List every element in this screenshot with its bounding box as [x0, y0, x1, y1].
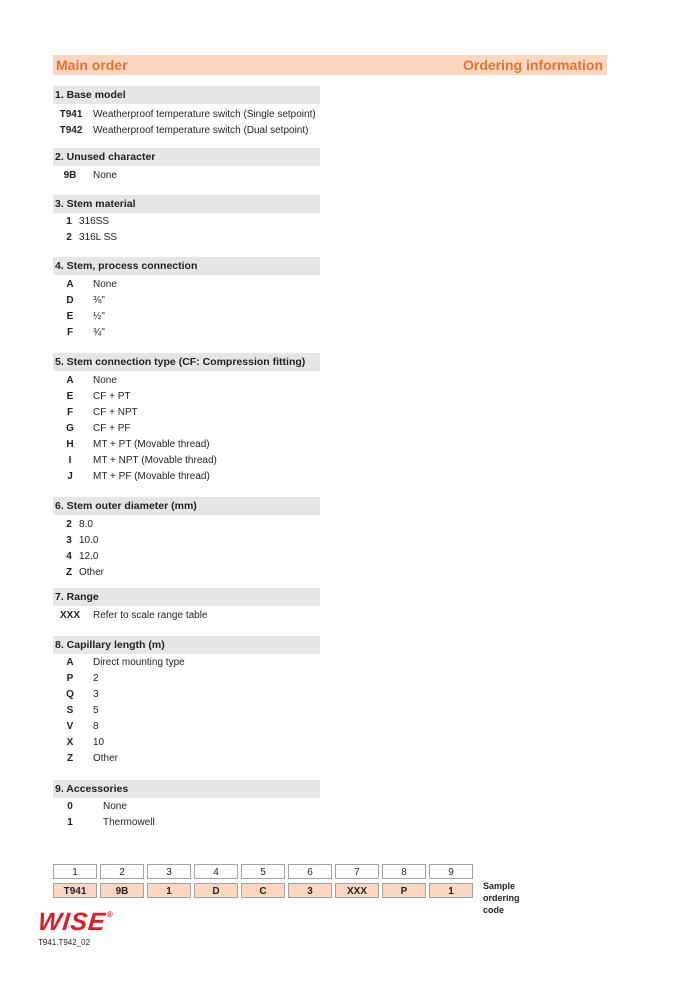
list-item — [53, 799, 320, 815]
section-title: 9. Accessories — [53, 780, 320, 798]
option-description: CF + PT — [93, 391, 131, 402]
value-cell: C — [241, 883, 285, 898]
list-item — [53, 325, 320, 341]
list-item — [53, 815, 320, 831]
option-code: 3 — [66, 535, 72, 546]
option-code: E — [66, 391, 74, 402]
list-item — [53, 437, 320, 453]
option-description: Other — [79, 567, 105, 578]
list-item — [53, 655, 320, 671]
option-description: Weatherproof temperature switch (Single setpoint) — [93, 109, 316, 120]
option-code: Z — [66, 753, 74, 764]
option-description: 10 — [93, 737, 105, 748]
option-description: None — [103, 801, 127, 812]
value-cell: D — [194, 883, 238, 898]
option-code: 2 — [66, 232, 72, 243]
option-code: J — [67, 471, 73, 482]
list-item — [53, 123, 320, 139]
option-code: V — [66, 721, 74, 732]
section-capillary-length — [53, 636, 320, 767]
position-cell: 2 — [100, 864, 144, 879]
option-description: 2 — [93, 673, 99, 684]
option-code: T942 — [59, 125, 83, 136]
option-code: 9B — [63, 170, 77, 181]
option-description: None — [93, 170, 117, 181]
option-description: 3 — [93, 689, 99, 700]
option-description: CF + PF — [93, 423, 131, 434]
position-cell: 7 — [335, 864, 379, 879]
list-item — [53, 293, 320, 309]
option-description: 8 — [93, 721, 99, 732]
list-item — [53, 687, 320, 703]
option-code: A — [66, 279, 74, 290]
option-description: 316L SS — [79, 232, 117, 243]
section-stem-material — [53, 195, 320, 246]
option-description: MT + PF (Movable thread) — [93, 471, 210, 482]
option-code: A — [66, 375, 74, 386]
section-title: 6. Stem outer diameter (mm) — [53, 497, 320, 515]
option-code: Z — [65, 567, 73, 578]
list-item — [53, 735, 320, 751]
list-item — [53, 469, 320, 485]
list-item — [53, 719, 320, 735]
wise-logo — [36, 908, 114, 937]
sample-label-line2: ordering code — [483, 893, 520, 915]
option-code: X — [66, 737, 74, 748]
value-cell: 3 — [288, 883, 332, 898]
value-cell: XXX — [335, 883, 379, 898]
section-range — [53, 588, 320, 624]
option-description: Other — [93, 753, 119, 764]
option-code: A — [66, 657, 74, 668]
list-item — [53, 703, 320, 719]
option-code: E — [66, 311, 74, 322]
registered-mark: ® — [106, 909, 115, 919]
section-title: 4. Stem, process connection — [53, 257, 320, 275]
list-item — [53, 517, 320, 533]
section-accessories — [53, 780, 320, 831]
option-description: CF + NPT — [93, 407, 138, 418]
option-description: MT + PT (Movable thread) — [93, 439, 210, 450]
list-item — [53, 453, 320, 469]
position-cell: 8 — [382, 864, 426, 879]
list-item — [53, 608, 320, 624]
option-code: 1 — [67, 817, 73, 828]
position-cell: 9 — [429, 864, 473, 879]
option-code: I — [68, 455, 72, 466]
option-code: Q — [66, 689, 74, 700]
option-description: ½" — [93, 311, 105, 322]
list-item — [53, 751, 320, 767]
section-stem-connection-type — [53, 353, 320, 485]
section-title: 2. Unused character — [53, 148, 320, 166]
list-item — [53, 309, 320, 325]
list-item — [53, 549, 320, 565]
option-code: F — [66, 327, 74, 338]
option-code: 2 — [66, 519, 72, 530]
sample-ordering-code-label — [483, 880, 520, 916]
position-cell: 4 — [194, 864, 238, 879]
section-title: 7. Range — [53, 588, 320, 606]
option-description: Weatherproof temperature switch (Dual setpoint) — [93, 125, 309, 136]
list-item — [53, 671, 320, 687]
section-title: 1. Base model — [53, 86, 320, 104]
option-code: S — [66, 705, 74, 716]
section-stem-outer-diameter — [53, 497, 320, 581]
option-code: T941 — [59, 109, 83, 120]
position-cell: 6 — [288, 864, 332, 879]
position-cell: 1 — [53, 864, 97, 879]
option-code: D — [66, 295, 74, 306]
sample-label-line1: Sample — [483, 881, 516, 891]
option-description: MT + NPT (Movable thread) — [93, 455, 217, 466]
list-item — [53, 373, 320, 389]
section-base-model — [53, 86, 320, 139]
option-code: P — [66, 673, 74, 684]
list-item — [53, 168, 320, 184]
option-description: 12.0 — [79, 551, 99, 562]
list-item — [53, 405, 320, 421]
value-cell: 1 — [429, 883, 473, 898]
option-code: 0 — [67, 801, 73, 812]
option-code: H — [66, 439, 74, 450]
option-code: XXX — [59, 610, 80, 621]
list-item — [53, 421, 320, 437]
logo-text: WISE — [36, 908, 108, 936]
option-description: 8.0 — [79, 519, 93, 530]
section-title: 3. Stem material — [53, 195, 320, 213]
document-code: T941.T942_02 — [38, 938, 91, 947]
option-description: 10.0 — [79, 535, 99, 546]
list-item — [53, 277, 320, 293]
option-code: G — [66, 423, 74, 434]
option-description: Direct mounting type — [93, 657, 185, 668]
option-code: 1 — [66, 216, 72, 227]
section-unused-character — [53, 148, 320, 184]
list-item — [53, 107, 320, 123]
option-description: None — [93, 279, 117, 290]
option-description: 316SS — [79, 216, 110, 227]
list-item — [53, 214, 320, 230]
option-description: ⅜" — [93, 295, 105, 306]
main-order-title: Main order — [56, 57, 128, 73]
section-title: 5. Stem connection type (CF: Compression fitting) — [53, 353, 320, 371]
value-cell: 9B — [100, 883, 144, 898]
section-title: 8. Capillary length (m) — [53, 636, 320, 654]
sample-ordering-code — [53, 864, 520, 915]
list-item — [53, 565, 320, 581]
option-code: F — [66, 407, 74, 418]
list-item — [53, 389, 320, 405]
list-item — [53, 230, 320, 246]
list-item — [53, 533, 320, 549]
ordering-information-title: Ordering information — [463, 57, 603, 73]
header-banner — [53, 55, 607, 75]
option-description: Thermowell — [103, 817, 155, 828]
value-cell: T941 — [53, 883, 97, 898]
position-cell: 5 — [241, 864, 285, 879]
value-cell: 1 — [147, 883, 191, 898]
option-description: None — [93, 375, 117, 386]
value-cell: P — [382, 883, 426, 898]
option-description: 5 — [93, 705, 99, 716]
option-code: 4 — [66, 551, 72, 562]
position-cell: 3 — [147, 864, 191, 879]
option-description: ¾" — [93, 327, 105, 338]
section-stem-process-connection — [53, 257, 320, 341]
option-description: Refer to scale range table — [93, 610, 208, 621]
